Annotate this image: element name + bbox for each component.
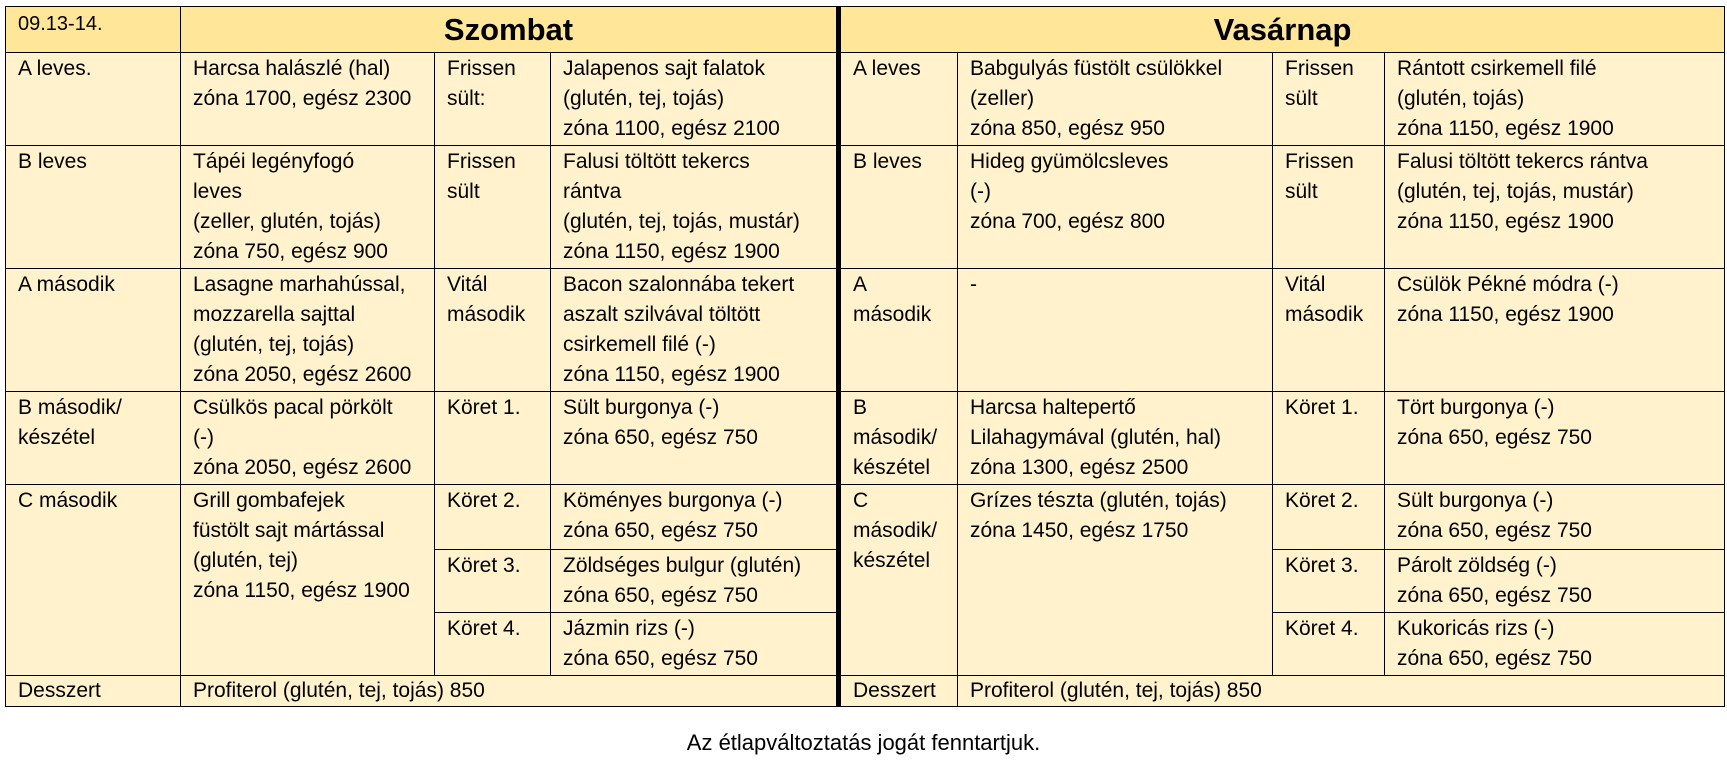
menu-row-a-leves bbox=[6, 53, 1725, 146]
sun-b-leves-dish: Hideg gyümölcsleves (-) zóna 700, egész 800 bbox=[958, 146, 1273, 269]
sat-a-leves-label: A leves. bbox=[6, 53, 181, 146]
sat-vital-label: Vitál második bbox=[435, 269, 551, 392]
sun-koret2-dish: Sült burgonya (-) zóna 650, egész 750 bbox=[1385, 485, 1725, 550]
sun-koret1-dish: Tört burgonya (-) zóna 650, egész 750 bbox=[1385, 392, 1725, 485]
sun-a-leves-label: A leves bbox=[839, 53, 958, 146]
sat-c-masodik-label: C második bbox=[6, 485, 181, 676]
sat-a-masodik-label: A második bbox=[6, 269, 181, 392]
sun-frissen1-label: Frissen sült bbox=[1273, 53, 1385, 146]
sun-koret3-dish: Párolt zöldség (-) zóna 650, egész 750 bbox=[1385, 550, 1725, 613]
sun-b-masodik-label: B második/ készétel bbox=[839, 392, 958, 485]
sat-frissen1-label: Frissen sült: bbox=[435, 53, 551, 146]
sun-b-masodik-dish: Harcsa haltepertő Lilahagymával (glutén, hal) zóna 1300, egész 2500 bbox=[958, 392, 1273, 485]
sun-vital-dish: Csülök Pékné módra (-) zóna 1150, egész 1900 bbox=[1385, 269, 1725, 392]
sun-b-leves-label: B leves bbox=[839, 146, 958, 269]
menu-table bbox=[5, 6, 1725, 707]
sun-koret2-label: Köret 2. bbox=[1273, 485, 1385, 550]
date-label: 09.13-14. bbox=[6, 7, 181, 53]
sun-desszert-dish: Profiterol (glutén, tej, tojás) 850 bbox=[958, 676, 1725, 707]
sun-frissen2-dish: Falusi töltött tekercs rántva (glutén, tej, tojás, mustár) zóna 1150, egész 1900 bbox=[1385, 146, 1725, 269]
sat-b-masodik-dish: Csülkös pacal pörkölt (-) zóna 2050, egész 2600 bbox=[181, 392, 435, 485]
sun-frissen1-dish: Rántott csirkemell filé (glutén, tojás) zóna 1150, egész 1900 bbox=[1385, 53, 1725, 146]
sun-koret3-label: Köret 3. bbox=[1273, 550, 1385, 613]
sat-frissen2-label: Frissen sült bbox=[435, 146, 551, 269]
sun-koret1-label: Köret 1. bbox=[1273, 392, 1385, 485]
sun-desszert-label: Desszert bbox=[839, 676, 958, 707]
sat-frissen2-dish: Falusi töltött tekercs rántva (glutén, tej, tojás, mustár) zóna 1150, egész 1900 bbox=[551, 146, 839, 269]
menu-row-a-masodik bbox=[6, 269, 1725, 392]
sun-a-leves-dish: Babgulyás füstölt csülökkel (zeller) zóna 850, egész 950 bbox=[958, 53, 1273, 146]
sat-c-masodik-dish: Grill gombafejek füstölt sajt mártással (glutén, tej) zóna 1150, egész 1900 bbox=[181, 485, 435, 676]
sat-vital-dish: Bacon szalonnába tekert aszalt szilvával töltött csirkemell filé (-) zóna 1150, egész 1900 bbox=[551, 269, 839, 392]
sun-koret4-dish: Kukoricás rizs (-) zóna 650, egész 750 bbox=[1385, 613, 1725, 676]
header-row bbox=[6, 7, 1725, 53]
sun-frissen2-label: Frissen sült bbox=[1273, 146, 1385, 269]
sat-koret4-dish: Jázmin rizs (-) zóna 650, egész 750 bbox=[551, 613, 839, 676]
sat-koret3-dish: Zöldséges bulgur (glutén) zóna 650, egész 750 bbox=[551, 550, 839, 613]
sun-a-masodik-label: A második bbox=[839, 269, 958, 392]
menu-row-b-leves bbox=[6, 146, 1725, 269]
sat-koret3-label: Köret 3. bbox=[435, 550, 551, 613]
sun-c-masodik-label: C második/ készétel bbox=[839, 485, 958, 676]
sat-b-leves-label: B leves bbox=[6, 146, 181, 269]
menu-row-desszert bbox=[6, 676, 1725, 707]
sat-desszert-dish: Profiterol (glutén, tej, tojás) 850 bbox=[181, 676, 839, 707]
sat-a-leves-dish: Harcsa halászlé (hal) zóna 1700, egész 2300 bbox=[181, 53, 435, 146]
sat-koret1-dish: Sült burgonya (-) zóna 650, egész 750 bbox=[551, 392, 839, 485]
sat-a-masodik-dish: Lasagne marhahússal, mozzarella sajttal (glutén, tej, tojás) zóna 2050, egész 2600 bbox=[181, 269, 435, 392]
footer-note: Az étlapváltoztatás jogát fenntartjuk. bbox=[686, 730, 1041, 755]
sun-vital-label: Vitál második bbox=[1273, 269, 1385, 392]
menu-row-b-masodik bbox=[6, 392, 1725, 485]
sun-koret4-label: Köret 4. bbox=[1273, 613, 1385, 676]
saturday-title: Szombat bbox=[181, 7, 839, 53]
sat-desszert-label: Desszert bbox=[6, 676, 181, 707]
sun-a-masodik-dish: - bbox=[958, 269, 1273, 392]
sat-b-leves-dish: Tápéi legényfogó leves (zeller, glutén, tojás) zóna 750, egész 900 bbox=[181, 146, 435, 269]
sat-frissen1-dish: Jalapenos sajt falatok (glutén, tej, tojás) zóna 1100, egész 2100 bbox=[551, 53, 839, 146]
menu-row-c-masodik bbox=[6, 485, 1725, 550]
sat-b-masodik-label: B második/ készétel bbox=[6, 392, 181, 485]
sat-koret2-label: Köret 2. bbox=[435, 485, 551, 550]
sun-c-masodik-dish: Grízes tészta (glutén, tojás) zóna 1450, egész 1750 bbox=[958, 485, 1273, 676]
sat-koret1-label: Köret 1. bbox=[435, 392, 551, 485]
sat-koret2-dish: Köményes burgonya (-) zóna 650, egész 750 bbox=[551, 485, 839, 550]
sat-koret4-label: Köret 4. bbox=[435, 613, 551, 676]
sunday-title: Vasárnap bbox=[839, 7, 1725, 53]
